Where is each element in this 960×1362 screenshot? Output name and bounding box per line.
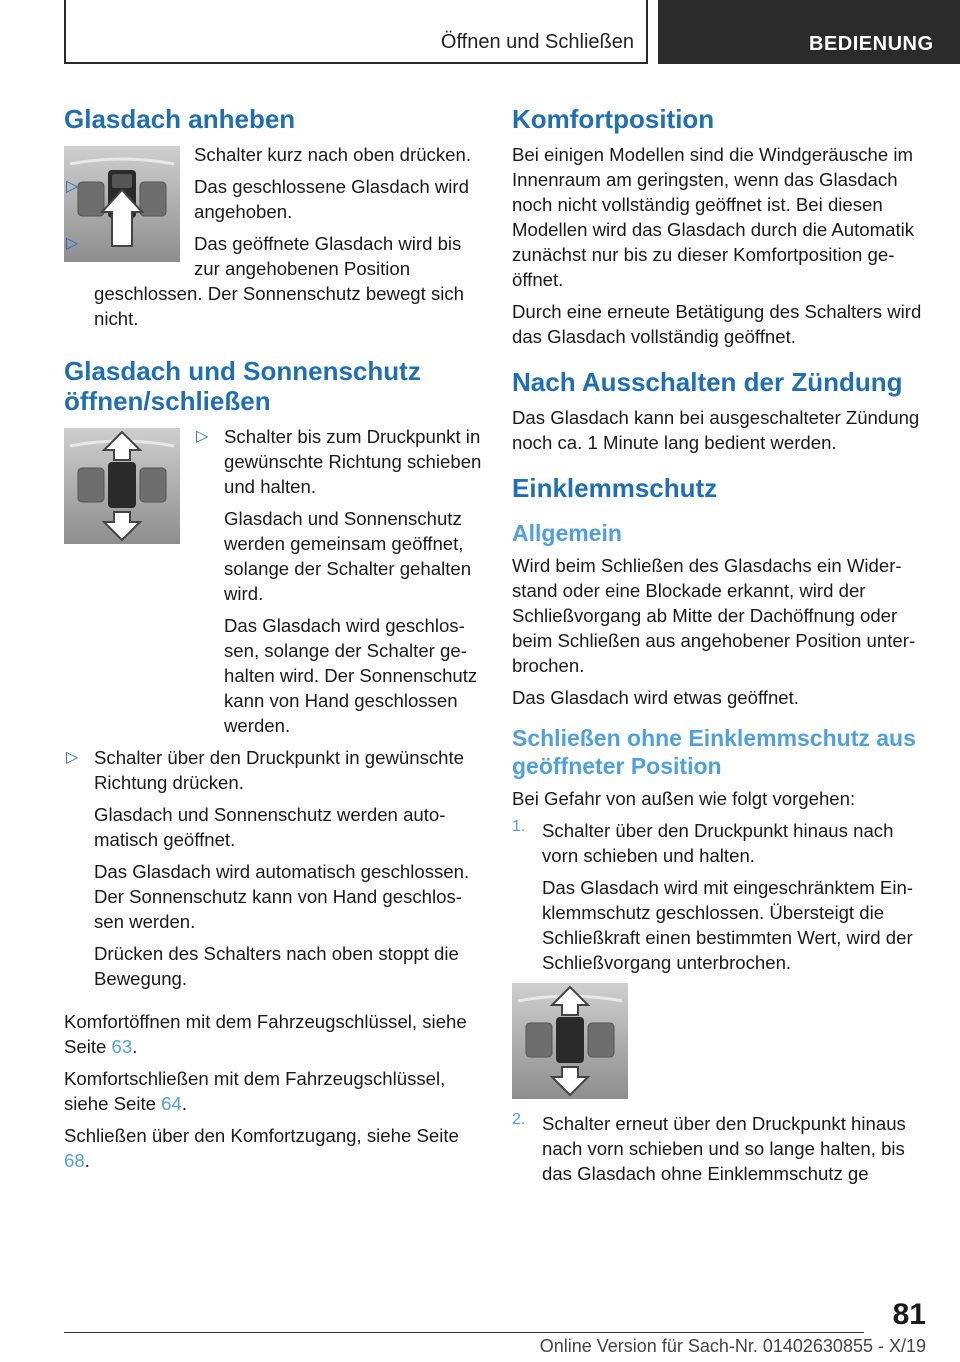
bullet-detail: Das Glasdach wird geschlossen, solange der Schalter gehalten wird. Der Sonnenschutz kann von Hand geschlossen werden. (224, 615, 478, 736)
list-item (64, 745, 482, 991)
footer-online-version: Online Version für Sach-Nr. 01402630855 - X/19 (539, 1336, 926, 1356)
subheading-allgemein: Allgemein (512, 520, 622, 546)
reference-comfort-access (64, 1123, 482, 1173)
bullet-text: Das geschlossene Glasdach wird angehoben. (194, 176, 469, 222)
page-link-63[interactable]: 63 (111, 1036, 133, 1057)
reference-text: Komfortschließen mit dem Fahrzeugschlüssel, siehe Seite (64, 1068, 446, 1114)
reference-end: . (84, 1150, 90, 1171)
list-item (512, 818, 930, 975)
paragraph: Durch eine erneute Betätigung des Schalters wird das Glasdach vollständig geöffnet. (512, 301, 922, 347)
bullet-detail: Drücken des Schalters nach oben stoppt die Bewegung. (94, 943, 459, 989)
footer-divider (64, 1332, 864, 1333)
section-einklemmschutz (512, 473, 930, 1186)
page-link-68[interactable]: 68 (64, 1150, 85, 1171)
switch-forward-illustration (512, 983, 628, 1099)
list-item (512, 1111, 930, 1186)
bullet-detail: Glasdach und Sonnenschutz werden gemeinsam geöffnet, solange der Schalter gehalten wird. (224, 508, 472, 604)
triangle-bullet-icon: ▷ (196, 428, 209, 445)
bullet-text: Das geöffnete Glasdach wird bis zur angehobenen Position geschlossen. Der Sonnenschutz bewegt sich nicht. (94, 233, 465, 329)
paragraph: Das Glasdach kann bei ausgeschalteter Zündung noch ca. 1 Minute lang bedient werden. (512, 407, 920, 453)
bullet-text: Schalter bis zum Druckpunkt in gewünschte Richtung schieben und halten. (224, 426, 482, 497)
heading-komfortposition: Komfortposition (512, 104, 715, 134)
heading-glasdach-sonnenschutz: Glasdach und Sonnenschutz öffnen/schließen (64, 356, 421, 416)
reference-text: Komfortöffnen mit dem Fahrzeugschlüssel, siehe Seite (64, 1011, 467, 1057)
bullet-text: Schalter über den Druckpunkt in gewünschte Richtung drücken. (94, 747, 465, 793)
header-section-title: Öffnen und Schließen (440, 31, 634, 53)
paragraph: Wird beim Schließen des Glasdachs ein Widerstand oder eine Blockade erkannt, wird der Schließvorgang ab Mitte der Dachöffnung oder beim Schließen aus angehobener Position unterbrochen. (512, 555, 916, 676)
paragraph: Das Glasdach wird etwas geöffnet. (512, 687, 799, 708)
reference-comfort-close (64, 1066, 482, 1116)
step-detail: Das Glasdach wird mit eingeschränktem Einklemmschutz geschlossen. Übersteigt die Schließkraft einen bestimmten Wert, wird der Schließvorgang unterbrochen. (542, 877, 913, 973)
bullet-detail: Glasdach und Sonnenschutz werden automatisch geöffnet. (94, 804, 446, 850)
switch-slide-illustration (64, 428, 180, 544)
step-text: Schalter über den Druckpunkt hinaus nach vorn schieben und halten. (542, 820, 894, 866)
heading-glasdach-anheben: Glasdach anheben (64, 104, 296, 134)
triangle-bullet-icon: ▷ (66, 235, 79, 252)
page-number: 81 (892, 1298, 926, 1331)
triangle-bullet-icon: ▷ (66, 178, 79, 195)
reference-end: . (181, 1093, 188, 1114)
roof-switch-slide-icon (64, 428, 180, 544)
list-item (64, 174, 482, 224)
step-number: 1. (512, 818, 526, 835)
section-zuendung (512, 367, 930, 455)
left-column (64, 96, 482, 1180)
subheading-ohne-einklemmschutz: Schließen ohne Einklemmschutz aus geöffneter Position (512, 725, 916, 779)
section-glasdach-anheben (64, 104, 482, 338)
page-link-64[interactable]: 64 (161, 1093, 182, 1114)
section-komfortposition (512, 104, 930, 349)
section-glasdach-sonnenschutz (64, 356, 482, 991)
cross-references (64, 1009, 482, 1173)
header-chapter-label: BEDIENUNG (809, 33, 934, 55)
step-text: Schalter erneut über den Druckpunkt hinaus nach vorn schieben und so lange halten, bis das Glasdach ohne Einklemmschutz ge (542, 1113, 906, 1184)
heading-einklemmschutz: Einklemmschutz (512, 473, 718, 503)
header-chapter-tab (658, 0, 960, 64)
paragraph: Bei Gefahr von außen wie folgt vorgehen: (512, 788, 856, 809)
paragraph: Bei einigen Modellen sind die Windgeräusche im Innenraum am geringsten, wenn das Glasdach noch nicht vollständig geöffnet ist. Bei diesen Modellen wird das Glasdach durch die Automatik zunächst nur bis zu dieser Komfortposition geöffnet. (512, 144, 915, 290)
right-column (512, 96, 930, 1193)
triangle-bullet-icon: ▷ (66, 749, 79, 766)
list-item (194, 424, 482, 738)
bullet-detail: Das Glasdach wird automatisch geschlossen. Der Sonnenschutz kann von Hand geschlossen werden. (94, 861, 470, 932)
reference-text: Schließen über den Komfortzugang, siehe Seite (64, 1125, 459, 1146)
list-item (64, 231, 482, 331)
intro-raise: Schalter kurz nach oben drücken. (194, 144, 471, 165)
reference-comfort-open (64, 1009, 482, 1059)
step-number: 2. (512, 1111, 526, 1128)
roof-switch-forward-icon (512, 983, 628, 1099)
heading-zuendung: Nach Ausschalten der Zündung (512, 367, 903, 397)
reference-end: . (132, 1036, 138, 1057)
header-section-box (64, 0, 648, 64)
